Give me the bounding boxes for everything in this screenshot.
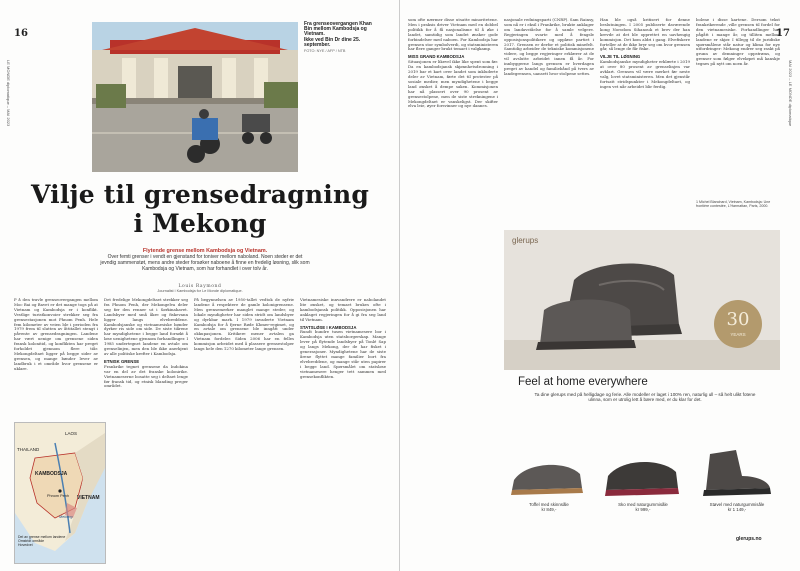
byline-name: Louis Raymond <box>178 284 222 289</box>
product-3-name: Støvel med naturgummisåle <box>709 502 765 507</box>
footnote: 1 Michel Blanchard, Vietnam, Kambodsja: Une frontière contestée, L'Harmattan, Paris, 2000. <box>696 200 771 209</box>
product-3 <box>702 502 772 512</box>
photo-credit: FOTO: NYE / AFP / NTB <box>304 49 346 54</box>
byline <box>0 284 400 293</box>
right-page <box>400 0 800 571</box>
column-text: Situasjonen er likevel ikke like spent som før. Da en kambodsjansk skjønnhetsdronning i 2019 bar et kart over landet som inkluderte deler av Vietnam, førte det til protester på sosiale medier, men myndighetene i begge land ønsket å dempe saken. Kommisjonen har nå plassert over 90 prosent av grensestolpene, men de siste strekningene i Mekongdeltaet er vanskeligst. Der skifter elva leie, øyer forsvinner og nye dannes. <box>408 59 498 109</box>
product-2 <box>608 502 678 512</box>
ad-headline: Feel at home everywhere <box>518 376 648 388</box>
brand-logo: glerups <box>512 236 539 245</box>
ad-text: Ta dine glerups med på helligdage og ferie. Alle modeller er laget i 100% ren, naturlig ull – så helt ulikt fotene ulinna, som er utrolig lett å bære med, er du klar for det. <box>534 392 756 403</box>
article-column-2 <box>104 298 188 560</box>
map-legend <box>18 535 70 548</box>
page-number: 17 <box>776 28 790 39</box>
map-label-kambodsja: KAMBODSJA <box>35 471 68 477</box>
product-3-price: kr 1 149,- <box>727 507 747 513</box>
headline-line-2: i Mekong <box>133 209 267 238</box>
badge-number: 30 <box>726 309 750 330</box>
product-1-name: Toffel med skinnsåle <box>529 502 569 507</box>
map-label-phnom-penh: Phnom Penh <box>47 494 69 498</box>
product-2-price: kr 999,- <box>635 507 651 513</box>
section-heading: VILJE TIL LØSNING <box>600 54 641 60</box>
caption-rest: Ikke ved Bin Dr dine 25. september. <box>304 36 361 48</box>
map-label-laos: LAOS <box>65 431 78 436</box>
legend-item: Hovedvei <box>18 543 33 548</box>
column-text: bolene i disse kartene. Dersom tekst frankrikerende ,ville grensen til fordel for den vietnamesiske. Forhandlinger har pågått i mange år, og tilliten mellom landene er skjør. I tillegg til de juridiske spørsmålene står natur og klima for nye utfordringer: Mekong endrer seg raskt på grunn av demninger oppstrøms, og grenser som følger elveløpet må kanskje tegnes på nytt om noen år. <box>696 18 780 67</box>
headline-line-1: Vilje til grensedragning <box>30 180 370 209</box>
column-text: Vietnamesiske innvandrere er nabolandet lite ønsket, og temaet brukes ofte i kambodsjansk politikk. Opposisjonen har anklaget regjeringen for å gi fra seg land til Vietnam. <box>300 298 386 322</box>
column-text: nasjonale redningsparti (CNRP). Sam Rainsy, som nå er i eksil i Frankrike, brukte anklager om landavståelse for å samle velgere. Regjeringen svarte med å fengsle opposisjonspolitikere og oppløse partiet i 2017. Grensen er derfor et politisk minefelt. Samtidig arbeider de tekniske kommisjonene videre, og begge regjeringer erklærer at de vil avslutte arbeidet innen få år. For innbyggerne langs grensen er hverdagen preget av handel og familiebånd på tvers av landegrensen, uansett hvor stolpene settes. <box>504 18 594 76</box>
column-text: Frankrike tegnet grensene da Indokina var en del av det franske kolonirike. Vietnameserne bosatte seg i deltaet lenge før fransk tid, og etnisk blanding preger området. <box>104 363 188 389</box>
column-text: Han ble også kritisert for denne beslutningen. I 2005 publiserte daværende kong Norodom Sihanouk et brev der han krevde at det ble opprettet en uavhengig kommisjon. Det kom aldri i gang. Elvefiskere forteller at de ikke bryr seg om hvor grensen går, så lenge de får fiske. <box>600 18 690 52</box>
region-map <box>14 422 106 564</box>
caption-bold: Fra grenseovergangen Khan Bin mellom Kambodsja og Vietnam. <box>304 21 372 38</box>
map-label-thailand: THAILAND <box>17 447 40 452</box>
product-images <box>506 440 780 500</box>
badge-text: YEARS <box>730 332 746 337</box>
legend-title: Del av grense mellom landene <box>18 535 66 539</box>
legend-item: Omstridt område <box>18 539 45 544</box>
photo-caption <box>304 22 372 54</box>
running-header: LE MONDE diplomatique – MAI 2023 <box>6 60 11 127</box>
article-column-3 <box>600 18 690 226</box>
product-1 <box>514 502 584 512</box>
product-2-name: Sko med naturgummisåle <box>618 502 668 507</box>
article-column-1 <box>408 18 498 226</box>
page-number: 16 <box>14 28 28 39</box>
section-heading: STATSLØSE I KAMBODSJA <box>300 324 357 330</box>
kicker: Flytende grense mellom Kambodsja og Vietnam. <box>142 248 268 254</box>
headline <box>0 180 400 238</box>
article-column-4 <box>696 18 780 158</box>
standfirst <box>100 248 310 272</box>
column-text: som ofte nærmer disse utsatte minoritetene. Men i praksis driver Vietnam med en dobbel politikk for å få nasjonalisme til å øke i landet, samtidig som landet ønsker gode forbindelser med naboen. For Kambodsja har grensen stor symbolverdi, og statsministeren har flere ganger brukt temaet i valgkamp. <box>408 18 498 52</box>
section-heading: MISS GRAND KAMBODSJA <box>408 54 465 60</box>
product-row <box>506 440 780 560</box>
map-label-mekong: Mekong <box>59 515 73 519</box>
section-heading: ETNISK GRENSE <box>104 358 140 364</box>
article-column-1 <box>14 298 98 418</box>
column-text: Kambodsjanske myndigheter erklærte i 2019 at over 80 prosent av grenselinjen var avklart. Grensen vil være merket før neste valg, lovet statsministeren. Men det gjenstår fortsatt stridspunkter i Mekongdeltaet, og ingen vet når arbeidet blir ferdig. <box>600 59 690 89</box>
ad-image <box>504 230 780 370</box>
map-label-vietnam: VIETNAM <box>77 495 100 501</box>
photo-illustration <box>92 22 298 172</box>
column-text: Rundt hundre tusen vietnamesere bor i Kambodsja uten statsborgerskap. Mange lever på flytende landsbyer på Tonlé Sap og langs Mekong, der de har fisket i generasjoner. Myndighetene har de siste årene flyttet mange familier bort fra elvebreddene, og mange står uten papirer i begge land. Spørsmålet om statsløse vietnamesere henger tett sammen med grensekonflikten. <box>300 329 386 379</box>
running-header: MAI 2023 – LE MONDE diplomatique <box>788 60 793 127</box>
anniversary-badge <box>714 300 762 348</box>
column-text: På begynnelsen av 1950-tallet vedtok de nyfrie landene å respektere de gamle kolonigrensene. Men grensemerker manglet mange steder, og lokale myndigheter har siden stridt om landsbyer og dyrkbar mark. I 1979 invaderte Vietnam Kambodsja for å fjerne Røde Khmer-regimet, og en avtale om grensene ble inngått under okkupasjonen. Kritikere mener avtalen ga Vietnam fordeler. Siden 2006 har en felles kommisjon arbeidet med å plassere grensestolper langs hele den 1270 kilometer lange grensen. <box>194 298 294 352</box>
product-1-price: kr 849,- <box>541 507 557 513</box>
byline-desc: Journalist i Kambodsja for Le Monde diplomatique. <box>157 289 243 293</box>
subhead-text: Over femti grenser i vendt en gjenstand for toniver mellom naboland. Noen steder er det jevndig sammenstøt, mens andre steder forsøker naboene å finne en fredelig løsning, slik som Kambodsja og Vietnam, som har forhandlet i over tolv år. <box>100 254 310 272</box>
border-crossing-photo <box>92 22 298 172</box>
column-text: P å den travle grenseovergangen mellom Moc Bai og Bavet er det mange togs på at Vietnam og Kambodsja er i konflikt. Vestlige turistkonvoier strekker seg fra grensestasjonen mot Phnom Penh. Hele fem kilometer av veien ble i perioden fra 1979 frem til slutten av åttitallet stengt i påvente av grensedragningen. Landene har vært uenige om grensene siden fransk kolonitid, og konflikten har preget forholdet gjennom flere tiår. Mekongdeltaet ligger på begge sider av grensen, og mange bønder lever av landbruk i et område hvor grensene er uklare. <box>14 298 98 371</box>
article-column-3 <box>194 298 294 560</box>
article-column-2 <box>504 18 594 226</box>
column-text: Det fredelige Mekongdeltaet strekker seg fra Phnom Penh, der Mekongelva deler seg før den renner ut i Sørkinahavet. Landsbyer med små åkre og fiskevann ligger langs elvebreddene. Kambodsjanske og vietnamesiske bønder dyrker ris side om side. De siste tiårene har myndighetene i begge land forsøkt å løse uenighetene gjennom forhandlinger. I 1985 undertegnet landene en avtale om grenselinjen, men den ble ikke anerkjent av alle politiske krefter i Kambodsja. <box>104 298 188 356</box>
article-column-4 <box>300 298 386 560</box>
ad-url[interactable]: glerups.no <box>736 536 762 542</box>
